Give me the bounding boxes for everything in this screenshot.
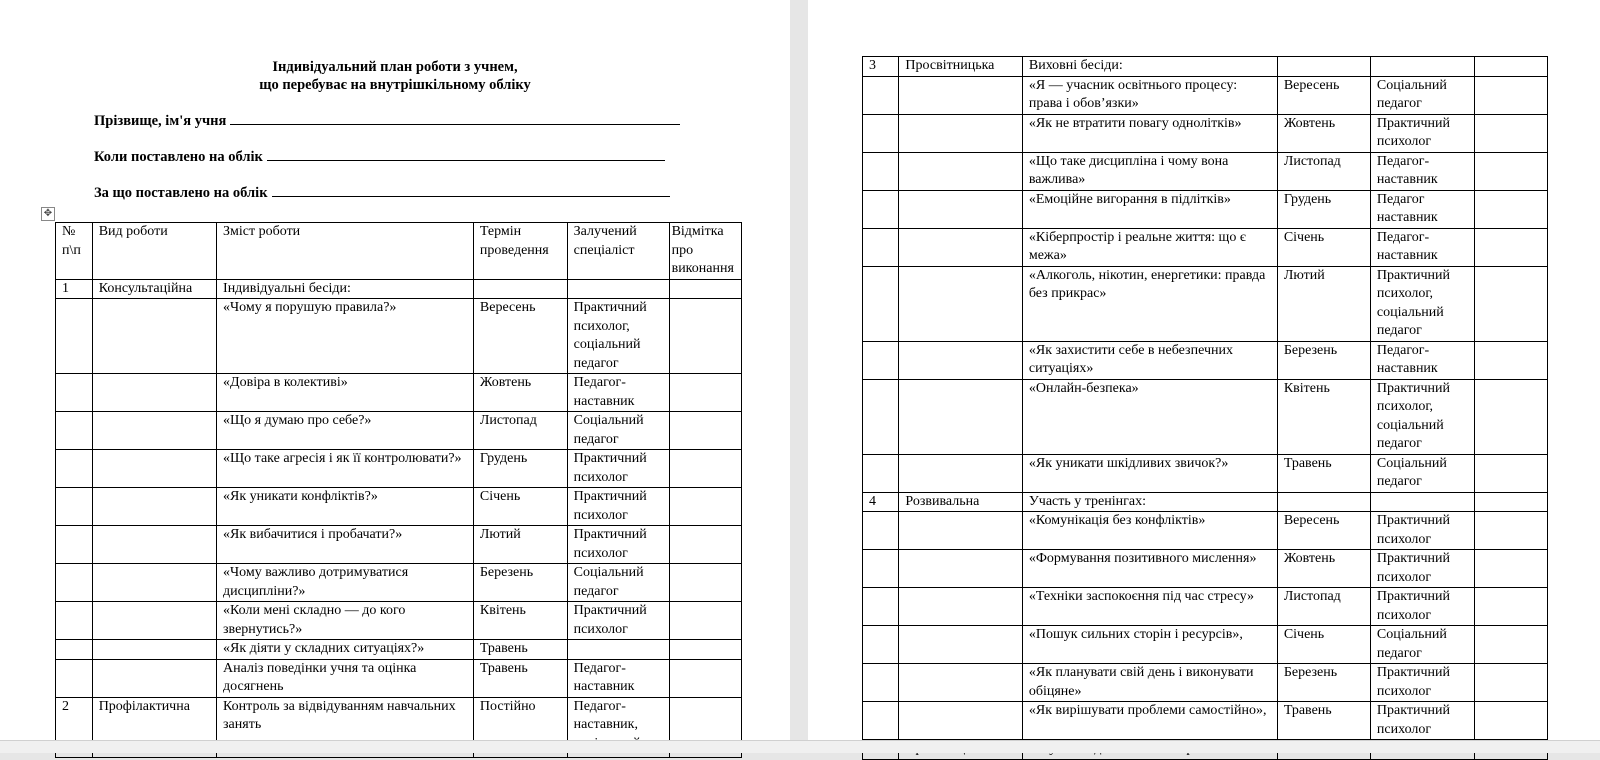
cell-content[interactable]: «Як не втратити повагу однолітків» — [1022, 114, 1277, 152]
cell-content[interactable]: «Пошук сильних сторін і ресурсів», — [1022, 626, 1277, 664]
cell-content[interactable]: «Що я думаю про себе?» — [217, 412, 474, 450]
cell-num[interactable] — [56, 526, 93, 564]
cell-content[interactable]: «Онлайн-безпека» — [1022, 379, 1277, 454]
registered-reason-line[interactable] — [272, 182, 670, 197]
cell-type[interactable] — [899, 228, 1022, 266]
cell-term[interactable]: Травень — [1277, 454, 1370, 492]
status-bar — [0, 740, 1600, 753]
cell-mark[interactable] — [1475, 379, 1548, 454]
cell-specialist[interactable]: Практичний психолог — [1370, 702, 1474, 740]
table-row — [56, 564, 742, 602]
cell-specialist[interactable]: Педагог-наставник — [1370, 152, 1474, 190]
cell-specialist[interactable]: Педагог-наставник — [567, 374, 669, 412]
cell-mark[interactable] — [1475, 454, 1548, 492]
cell-specialist[interactable]: Соціальний педагог — [1370, 76, 1474, 114]
cell-num[interactable] — [863, 76, 899, 114]
cell-specialist[interactable]: Педагог наставник — [1370, 190, 1474, 228]
cell-mark[interactable] — [1475, 57, 1548, 77]
cell-content[interactable]: «Як уникати конфліктів?» — [217, 488, 474, 526]
cell-type[interactable] — [899, 190, 1022, 228]
cell-content[interactable]: Аналіз поведінки учня та оцінка досягнень — [217, 659, 474, 697]
cell-term[interactable]: Квітень — [1277, 379, 1370, 454]
cell-type[interactable]: Консультаційна — [92, 279, 216, 299]
cell-specialist[interactable]: Практичний психолог — [1370, 512, 1474, 550]
cell-specialist[interactable]: Соціальний педагог — [567, 564, 669, 602]
cell-specialist[interactable]: Соціальний педагог — [567, 412, 669, 450]
cell-num[interactable] — [56, 602, 93, 640]
cell-type[interactable] — [899, 702, 1022, 740]
cell-type[interactable] — [899, 626, 1022, 664]
cell-term[interactable]: Квітень — [473, 602, 567, 640]
cell-term[interactable]: Березень — [1277, 664, 1370, 702]
cell-mark[interactable] — [1475, 152, 1548, 190]
cell-mark[interactable] — [669, 279, 741, 299]
cell-term[interactable]: Постійно — [473, 697, 567, 757]
cell-term[interactable]: Травень — [1277, 702, 1370, 740]
table-row — [56, 412, 742, 450]
cell-content[interactable]: «Як планувати свій день і виконувати обіцяне» — [1022, 664, 1277, 702]
table-row — [56, 488, 742, 526]
cell-content[interactable]: «Що таке агресія і як її контролювати?» — [217, 450, 474, 488]
header-specialist: Залучений спеціаліст — [567, 223, 669, 280]
cell-mark[interactable] — [669, 299, 741, 374]
cell-term[interactable]: Листопад — [473, 412, 567, 450]
cell-specialist[interactable]: Практичний психолог — [567, 450, 669, 488]
cell-num[interactable]: 1 — [56, 279, 93, 299]
cell-mark[interactable] — [669, 412, 741, 450]
cell-num[interactable] — [863, 550, 899, 588]
cell-specialist[interactable]: Практичний психолог, соціальний педагог — [1370, 266, 1474, 341]
table-row — [863, 114, 1548, 152]
cell-content[interactable]: «Як вирішувати проблеми самостійно», — [1022, 702, 1277, 740]
cell-content[interactable]: «Формування позитивного мислення» — [1022, 550, 1277, 588]
cell-content[interactable]: «Що таке дисципліна і чому вона важлива» — [1022, 152, 1277, 190]
cell-mark[interactable] — [1475, 550, 1548, 588]
cell-specialist[interactable]: Практичний психолог — [567, 488, 669, 526]
table-row — [863, 57, 1548, 77]
work-plan-table-left — [55, 222, 742, 758]
cell-specialist[interactable] — [1370, 57, 1474, 77]
cell-type[interactable] — [92, 488, 216, 526]
cell-mark[interactable] — [1475, 664, 1548, 702]
table-row — [863, 190, 1548, 228]
cell-num[interactable] — [863, 379, 899, 454]
field-student-name-label: Прізвище, ім'я учня — [94, 113, 227, 129]
cell-mark[interactable] — [669, 564, 741, 602]
cell-term[interactable]: Вересень — [473, 299, 567, 374]
table-row — [56, 526, 742, 564]
cell-type[interactable] — [899, 512, 1022, 550]
table-row — [863, 454, 1548, 492]
header-term: Термін проведення — [473, 223, 567, 280]
cell-term[interactable]: Січень — [473, 488, 567, 526]
cell-num[interactable] — [863, 454, 899, 492]
cell-term[interactable]: Березень — [1277, 341, 1370, 379]
cell-mark[interactable] — [669, 488, 741, 526]
cell-num[interactable] — [863, 626, 899, 664]
cell-specialist[interactable]: Практичний психолог, соціальний педагог — [1370, 379, 1474, 454]
field-registered-reason — [94, 182, 670, 202]
field-registered-reason-label: За що поставлено на облік — [94, 185, 268, 201]
cell-num[interactable] — [863, 190, 899, 228]
cell-type[interactable] — [92, 299, 216, 374]
cell-num[interactable] — [863, 228, 899, 266]
cell-content[interactable]: «Емоційне вигорання в підлітків» — [1022, 190, 1277, 228]
cell-content[interactable]: «Як діяти у складних ситуаціях?» — [217, 640, 474, 660]
cell-specialist[interactable]: Педагог-наставник — [1370, 341, 1474, 379]
cell-type[interactable] — [92, 526, 216, 564]
cell-term[interactable]: Січень — [1277, 626, 1370, 664]
cell-term[interactable]: Березень — [473, 564, 567, 602]
table-row — [863, 152, 1548, 190]
table-row — [863, 702, 1548, 740]
cell-specialist[interactable]: Педагог-наставник — [567, 659, 669, 697]
header-type: Вид роботи — [92, 223, 216, 280]
page-gap — [790, 0, 808, 740]
table-row — [863, 588, 1548, 626]
cell-num[interactable] — [863, 152, 899, 190]
cell-term[interactable]: Вересень — [1277, 512, 1370, 550]
work-plan-table-right — [862, 56, 1548, 760]
cell-content[interactable]: «Як вибачитися і пробачати?» — [217, 526, 474, 564]
cell-mark[interactable] — [1475, 266, 1548, 341]
cell-type[interactable]: Профілактична — [92, 697, 216, 757]
document-page-left — [0, 0, 790, 740]
cell-term[interactable]: Грудень — [473, 450, 567, 488]
cell-num[interactable] — [863, 114, 899, 152]
cell-num[interactable] — [56, 564, 93, 602]
cell-term[interactable]: Грудень — [1277, 190, 1370, 228]
cell-specialist[interactable]: Практичний психолог — [1370, 664, 1474, 702]
document-page-right — [808, 0, 1600, 740]
cell-mark[interactable] — [1475, 626, 1548, 664]
header-mark: Відмітка про виконання — [669, 223, 741, 280]
cell-mark[interactable] — [669, 374, 741, 412]
cell-num[interactable]: 3 — [863, 57, 899, 77]
cell-mark[interactable] — [669, 450, 741, 488]
cell-type[interactable] — [92, 412, 216, 450]
cell-num[interactable] — [56, 450, 93, 488]
table-row — [56, 279, 742, 299]
table-move-handle-icon[interactable]: ✥ — [41, 207, 55, 221]
cell-mark[interactable] — [669, 526, 741, 564]
cell-specialist[interactable]: Практичний психолог — [1370, 588, 1474, 626]
cell-specialist[interactable]: Практичний психолог, соціальний педагог — [567, 299, 669, 374]
cell-content[interactable]: Виховні бесіди: — [1022, 57, 1277, 77]
cell-content[interactable]: «Кіберпростір і реальне життя: що є межа» — [1022, 228, 1277, 266]
cell-num[interactable]: 2 — [56, 697, 93, 757]
cell-num[interactable] — [863, 702, 899, 740]
cell-type[interactable] — [92, 450, 216, 488]
cell-specialist[interactable]: Практичний психолог — [567, 602, 669, 640]
cell-content[interactable]: «Чому я порушую правила?» — [217, 299, 474, 374]
cell-specialist[interactable]: Соціальний педагог — [1370, 626, 1474, 664]
table-row — [863, 512, 1548, 550]
cell-mark[interactable] — [1475, 114, 1548, 152]
header-num: № п\п — [56, 223, 93, 280]
cell-specialist[interactable]: Практичний психолог — [1370, 114, 1474, 152]
table-row — [863, 664, 1548, 702]
header-content: Зміст роботи — [217, 223, 474, 280]
cell-term[interactable]: Лютий — [1277, 266, 1370, 341]
table-row — [56, 659, 742, 697]
table-row — [863, 266, 1548, 341]
cell-num[interactable] — [56, 374, 93, 412]
cell-content[interactable]: Індивідуальні бесіди: — [217, 279, 474, 299]
cell-num[interactable] — [863, 512, 899, 550]
cell-content[interactable]: Контроль за відвідуванням навчальних занять — [217, 697, 474, 757]
cell-num[interactable] — [863, 341, 899, 379]
table-row — [863, 550, 1548, 588]
cell-term[interactable] — [473, 279, 567, 299]
cell-specialist[interactable]: Педагог-наставник, — [567, 697, 669, 757]
field-registered-date-label: Коли поставлено на облік — [94, 149, 263, 165]
cell-num[interactable]: 4 — [863, 492, 899, 512]
cell-type[interactable] — [899, 114, 1022, 152]
cell-mark[interactable] — [669, 640, 741, 660]
cell-type[interactable] — [92, 374, 216, 412]
cell-num[interactable] — [863, 664, 899, 702]
cell-specialist[interactable]: Практичний психолог — [1370, 550, 1474, 588]
student-name-line[interactable] — [230, 110, 680, 125]
cell-term[interactable]: Жовтень — [1277, 114, 1370, 152]
cell-num[interactable] — [56, 412, 93, 450]
table-row — [863, 492, 1548, 512]
cell-type[interactable] — [899, 550, 1022, 588]
cell-term[interactable]: Жовтень — [473, 374, 567, 412]
table-row — [863, 228, 1548, 266]
cell-term[interactable] — [1277, 492, 1370, 512]
cell-mark[interactable] — [1475, 492, 1548, 512]
cell-type[interactable] — [899, 266, 1022, 341]
cell-mark[interactable] — [1475, 341, 1548, 379]
cell-num[interactable] — [863, 588, 899, 626]
field-registered-date — [94, 146, 665, 166]
field-student-name — [94, 110, 680, 130]
cell-type[interactable] — [899, 379, 1022, 454]
cell-term[interactable]: Листопад — [1277, 152, 1370, 190]
table-row — [863, 341, 1548, 379]
cell-type[interactable]: Просвітницька — [899, 57, 1022, 77]
cell-type[interactable] — [899, 664, 1022, 702]
cell-type[interactable] — [899, 76, 1022, 114]
cell-content[interactable]: «Коли мені складно — до кого звернутись?» — [217, 602, 474, 640]
table-header-row — [56, 223, 742, 280]
cell-term[interactable]: Січень — [1277, 228, 1370, 266]
cell-content[interactable]: «Як захистити себе в небезпечних ситуаціях» — [1022, 341, 1277, 379]
cell-mark[interactable] — [1475, 702, 1548, 740]
table-row — [56, 450, 742, 488]
table-row — [863, 626, 1548, 664]
cell-mark[interactable] — [1475, 512, 1548, 550]
cell-content[interactable]: «Чому важливо дотримуватися дисципліни?» — [217, 564, 474, 602]
cell-content[interactable]: «Техніки заспокоєння під час стресу» — [1022, 588, 1277, 626]
cell-content[interactable]: «Як уникати шкідливих звичок?» — [1022, 454, 1277, 492]
cell-num[interactable] — [56, 640, 93, 660]
cell-mark[interactable] — [1475, 588, 1548, 626]
cell-specialist[interactable] — [567, 279, 669, 299]
cell-num[interactable] — [56, 659, 93, 697]
cell-term[interactable]: Травень — [473, 640, 567, 660]
document-title-line2: що перебуває на внутрішкільному обліку — [259, 77, 531, 93]
cell-specialist[interactable] — [567, 640, 669, 660]
cell-specialist[interactable] — [1370, 492, 1474, 512]
cell-mark[interactable] — [669, 659, 741, 697]
cell-specialist[interactable]: Соціальний педагог — [1370, 454, 1474, 492]
cell-specialist[interactable]: Практичний психолог — [567, 526, 669, 564]
cell-mark[interactable] — [1475, 76, 1548, 114]
cell-specialist[interactable]: Педагог-наставник — [1370, 228, 1474, 266]
cell-type[interactable] — [92, 564, 216, 602]
cell-term[interactable]: Вересень — [1277, 76, 1370, 114]
cell-term[interactable]: Жовтень — [1277, 550, 1370, 588]
document-title-line1: Індивідуальний план роботи з учнем, — [272, 59, 518, 75]
cell-num[interactable] — [56, 488, 93, 526]
cell-content[interactable]: «Комунікація без конфліктів» — [1022, 512, 1277, 550]
registered-date-line[interactable] — [267, 146, 665, 161]
cell-term[interactable]: Лютий — [473, 526, 567, 564]
cell-type[interactable] — [92, 602, 216, 640]
table-row — [56, 374, 742, 412]
cell-content[interactable]: «Я — учасник освітнього процесу: права і обов’язки» — [1022, 76, 1277, 114]
table-row — [863, 379, 1548, 454]
table-row — [863, 76, 1548, 114]
table-row — [56, 602, 742, 640]
cell-type[interactable] — [899, 152, 1022, 190]
cell-content[interactable]: Участь у тренінгах: — [1022, 492, 1277, 512]
cell-term[interactable] — [1277, 57, 1370, 77]
cell-term[interactable]: Травень — [473, 659, 567, 697]
cell-mark[interactable] — [1475, 190, 1548, 228]
cell-mark[interactable] — [669, 602, 741, 640]
cell-num[interactable] — [863, 266, 899, 341]
cell-type[interactable] — [899, 588, 1022, 626]
table-row — [56, 640, 742, 660]
cell-type[interactable] — [92, 640, 216, 660]
cell-num[interactable] — [56, 299, 93, 374]
cell-type[interactable] — [899, 454, 1022, 492]
cell-term[interactable]: Листопад — [1277, 588, 1370, 626]
cell-type[interactable] — [92, 659, 216, 697]
table-row — [56, 299, 742, 374]
cell-content[interactable]: «Довіра в колективі» — [217, 374, 474, 412]
cell-mark[interactable] — [1475, 228, 1548, 266]
cell-content[interactable]: «Алкоголь, нікотин, енергетики: правда без прикрас» — [1022, 266, 1277, 341]
cell-type[interactable] — [899, 341, 1022, 379]
cell-type[interactable]: Розвивальна — [899, 492, 1022, 512]
